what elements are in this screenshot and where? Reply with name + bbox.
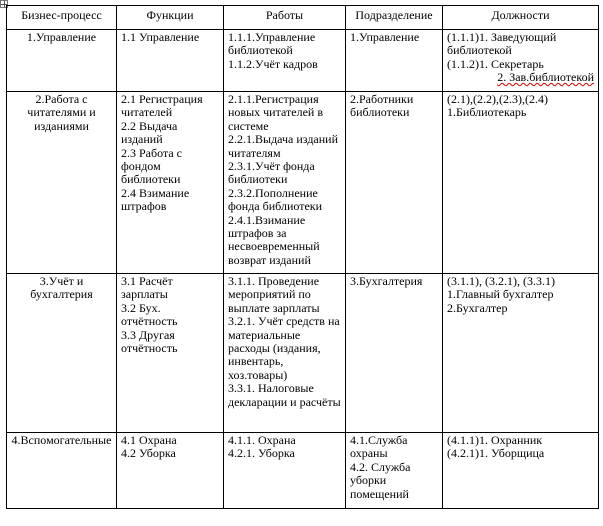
positions-cell (443, 433, 599, 509)
table-row (7, 433, 599, 509)
department-cell (346, 92, 443, 274)
process-name: 4.Вспомогательные (11, 433, 112, 447)
department-item: 3.Бухгалтерия (350, 274, 423, 288)
department-cell (346, 433, 443, 509)
position-item (447, 71, 594, 84)
function-item: 4.1 Охрана (121, 433, 177, 447)
header-functions: Функции (117, 6, 224, 30)
functions-cell (117, 30, 224, 92)
position-item: (4.1.1)1. Охранник (447, 433, 543, 447)
functions-cell (117, 92, 224, 274)
position-item: 1.Главный бухгалтер (447, 287, 554, 302)
position-item: 1.Библиотекарь (447, 105, 527, 120)
work-item: 1.1.2.Учёт кадров (228, 56, 318, 71)
work-item: 2.4.1.Взимание штрафов за несвоевременный возврат изданий (228, 212, 320, 267)
process-name: 3.Учёт и бухгалтерия (30, 274, 93, 302)
business-process-table (6, 5, 599, 509)
function-item: 3.3 Другая отчётность (121, 327, 178, 356)
work-item: 4.1.1. Охрана (228, 433, 296, 447)
position-item: (1.1.1)1. Заведующий библиотекой (447, 30, 557, 58)
works-cell (224, 433, 346, 509)
process-name: 2.Работа с читателями и изданиями (27, 92, 96, 133)
header-positions: Должности (443, 6, 599, 30)
works-cell (224, 30, 346, 92)
work-item: 3.1.1. Проведение мероприятий по выплате зарплаты (228, 274, 320, 315)
header-works: Работы (224, 6, 346, 30)
position-item: (4.2.1)1. Уборщица (447, 446, 545, 461)
work-item: 2.2.1.Выдача изданий читателям (228, 132, 339, 160)
function-item: 3.2 Бух. отчётность (121, 300, 178, 329)
work-item: 3.3.1. Налоговые декларации и расчёты (228, 381, 341, 409)
process-cell (7, 92, 117, 274)
function-item: 2.4 Взимание штрафов (121, 185, 190, 214)
function-item: 2.3 Работа с фондом библиотеки (121, 145, 182, 187)
table-row (7, 92, 599, 274)
table-row (7, 274, 599, 433)
work-item: 2.3.1.Учёт фонда библиотеки (228, 159, 315, 187)
header-process: Бизнес-процесс (7, 6, 117, 30)
position-text: 2. Зав.библиотекой (497, 70, 594, 85)
department-item: 4.1.Служба охраны (350, 433, 408, 461)
process-name: 1.Управление (26, 30, 97, 44)
department-cell (346, 274, 443, 433)
position-item: (1.1.2)1. Секретарь (447, 56, 544, 71)
position-item: (3.1.1), (3.2.1), (3.3.1) (447, 274, 555, 288)
department-item: 4.2. Служба уборки помещений (350, 459, 411, 501)
department-item: 1.Управление (350, 30, 420, 44)
function-item: 4.2 Уборка (121, 446, 176, 461)
function-item: 3.1 Расчёт зарплаты (121, 274, 173, 302)
work-item: 1.1.1.Управление библиотекой (228, 30, 316, 58)
functions-cell (117, 274, 224, 433)
work-item: 2.3.2.Пополнение фонда библиотеки (228, 185, 323, 214)
positions-cell (443, 92, 599, 274)
department-item: 2.Работники библиотеки (350, 92, 414, 120)
work-item: 4.2.1. Уборка (228, 446, 295, 461)
position-item: 2.Бухгалтер (447, 300, 508, 315)
positions-cell (443, 274, 599, 433)
function-item: 2.1 Регистрация читателей (121, 92, 203, 120)
functions-cell (117, 433, 224, 509)
header-row (7, 6, 599, 30)
header-department: Подразделение (346, 6, 443, 30)
function-item: 2.2 Выдача изданий (121, 118, 178, 147)
department-cell (346, 30, 443, 92)
work-item: 2.1.1.Регистрация новых читателей в системе (228, 92, 323, 133)
function-item: 1.1 Управление (121, 30, 200, 44)
works-cell (224, 274, 346, 433)
position-item: (2.1),(2.2),(2.3),(2.4) (447, 92, 548, 106)
works-cell (224, 92, 346, 274)
process-cell (7, 433, 117, 509)
positions-cell (443, 30, 599, 92)
process-cell (7, 30, 117, 92)
work-item: 3.2.1. Учёт средств на материальные расходы (издания, инвентарь, хоз.товары) (228, 314, 340, 382)
table-row (7, 30, 599, 92)
process-cell (7, 274, 117, 433)
